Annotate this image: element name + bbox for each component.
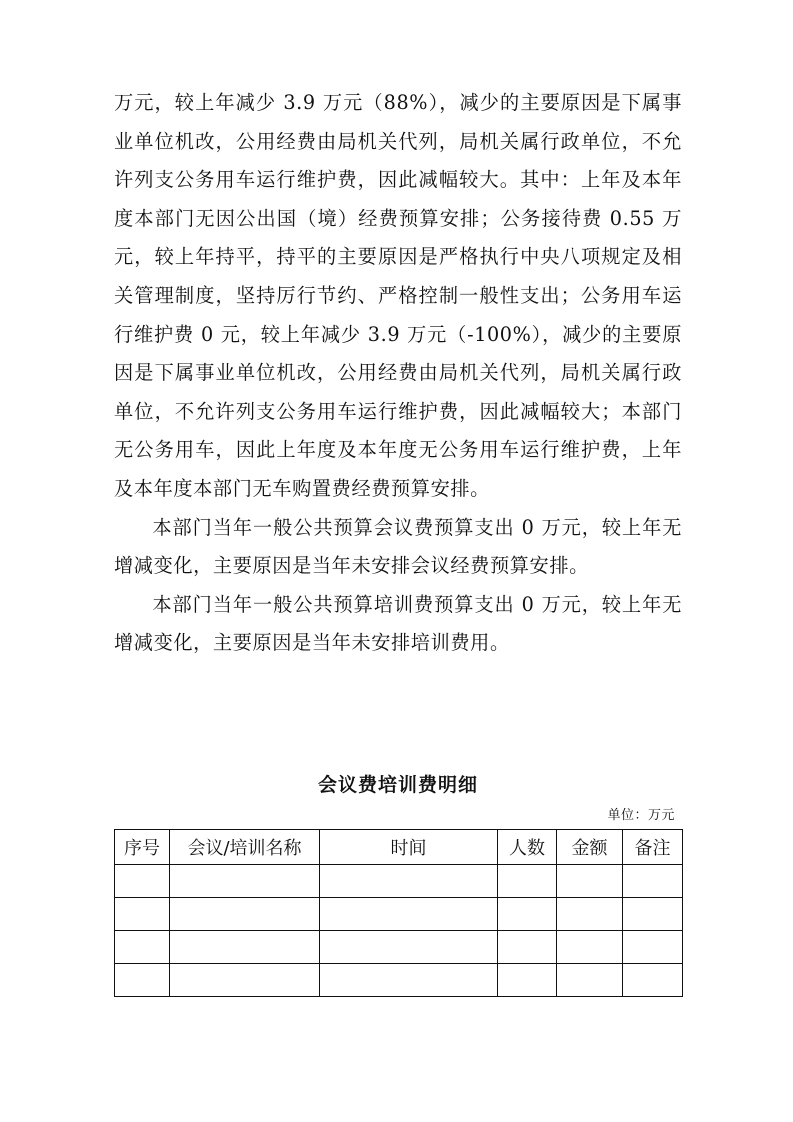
table-row (115, 964, 683, 997)
paragraph-meeting-fee: 本部门当年一般公共预算会议费预算支出 0 万元，较上年无增减变化，主要原因是当年未安排会议经费预算安排。 (114, 515, 682, 578)
table-cell (557, 865, 623, 898)
table-cell (170, 865, 320, 898)
table-cell (498, 931, 557, 964)
table-cell (557, 964, 623, 997)
header-name: 会议/培训名称 (170, 830, 320, 865)
header-people: 人数 (498, 830, 557, 865)
header-index: 序号 (115, 830, 170, 865)
header-amount: 金额 (557, 830, 623, 865)
table-cell (498, 964, 557, 997)
table-cell (115, 931, 170, 964)
document-body (114, 84, 682, 663)
table-row (115, 898, 683, 931)
table-row (115, 931, 683, 964)
table-cell (623, 865, 683, 898)
table-cell (115, 964, 170, 997)
meeting-training-table (114, 829, 683, 997)
paragraph-expense-explanation: 万元，较上年减少 3.9 万元（88%），减少的主要原因是下属事业单位机改，公用经费由局机关代列，局机关属行政单位，不允许列支公务用车运行维护费，因此减幅较大。其中：上年及本年度本部门无因公出国（境）经费预算安排；公务接待费 0.55 万元，较上年持平，持平的主要原因是严格执行中央八项规定及相关管理制度，坚持厉行节约、严格控制一般性支出；公务用车运行维护费 0 元，较上年减少 3.9 万元（-100%），减少的主要原因是下属事业单位机改，公用经费由局机关代列，局机关属行政单位，不允许列支公务用车运行维护费，因此减幅较大；本部门无公务用车，因此上年度及本年度无公务用车运行维护费，上年及本年度本部门无车购置费经费预算安排。 (114, 91, 682, 500)
table-header-row (115, 830, 683, 865)
header-time: 时间 (320, 830, 498, 865)
table-cell (498, 898, 557, 931)
paragraph-training-fee: 本部门当年一般公共预算培训费预算支出 0 万元，较上年无增减变化，主要原因是当年未安排培训费用。 (114, 592, 682, 655)
table-cell (320, 898, 498, 931)
table-cell (320, 964, 498, 997)
table-cell (557, 898, 623, 931)
table-unit: 单位：万元 (607, 808, 675, 823)
header-remarks: 备注 (623, 830, 683, 865)
table-cell (623, 964, 683, 997)
table-cell (320, 931, 498, 964)
table-cell (115, 898, 170, 931)
table-title: 会议费培训费明细 (317, 774, 478, 796)
table-cell (115, 865, 170, 898)
table-cell (557, 931, 623, 964)
table-cell (623, 931, 683, 964)
table-cell (170, 964, 320, 997)
table-cell (170, 931, 320, 964)
table-cell (320, 865, 498, 898)
table-cell (498, 865, 557, 898)
table-cell (623, 898, 683, 931)
table-row (115, 865, 683, 898)
table-cell (170, 898, 320, 931)
